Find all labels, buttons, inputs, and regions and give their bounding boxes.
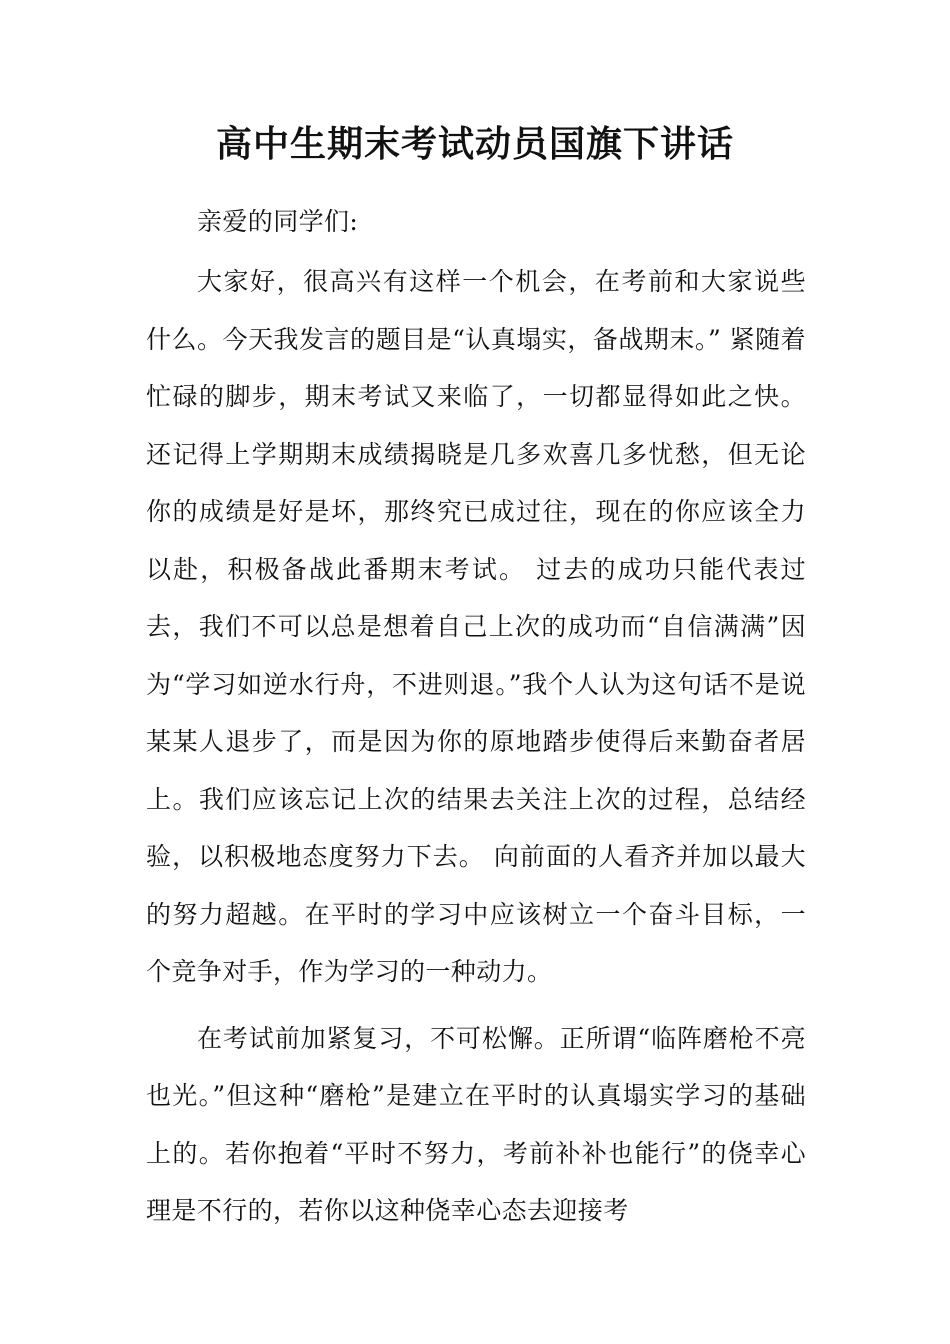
greeting-line: 亲爱的同学们: [197,207,359,236]
document-body [146,200,806,1249]
paragraph: 大家好，很高兴有这样一个机会，在考前和大家说些什么。今天我发言的题目是“认真塌实，备战期末。” 紧随着忙碌的脚步，期末考试又来临了，一切都显得如此之快。还记得上学期期末成绩揭晓是几多欢喜几多忧愁，但无论你的成绩是好是坏，那终究已成过往，现在的你应该全力以赴，积极备战此番期末考试。 过去的成功只能代表过去，我们不可以总是想着自己上次的成功而“自信满满”因为“学习如逆水行舟，不进则退。”我个人认为这句话不是说某某人退步了，而是因为你的原地踏步使得后来勤奋者居上。我们应该忘记上次的结果去关注上次的过程，总结经验，以积极地态度努力下去。 向前面的人看齐并加以最大的努力超越。在平时的学习中应该树立一个奋斗目标，一个竞争对手，作为学习的一种动力。 [146,267,806,986]
document-title: 高中生期末考试动员国旗下讲话 [215,123,734,165]
paragraph: 在考试前加紧复习，不可松懈。正所谓“临阵磨枪不亮也光。”但这种“磨枪”是建立在平时的认真塌实学习的基础上的。若你抱着“平时不努力，考前补补也能行”的侥幸心理是不行的，若你以这种侥幸心态去迎接考 [146,1023,806,1225]
